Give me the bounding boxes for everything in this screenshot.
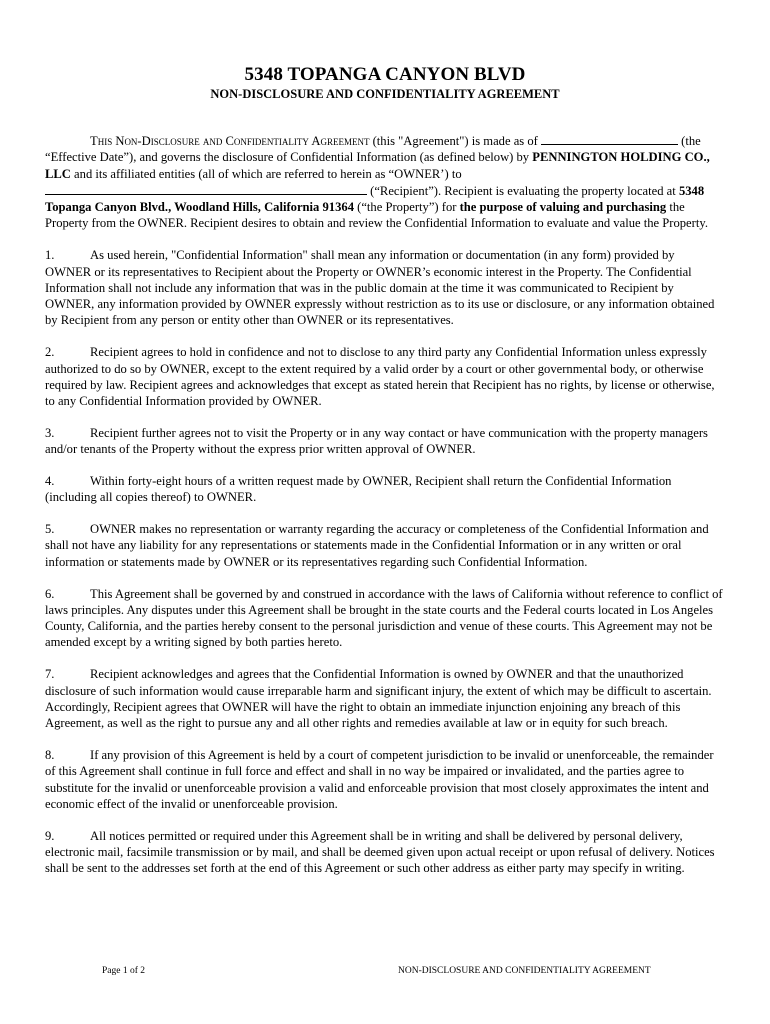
section-text: Within forty-eight hours of a written request made by OWNER, Recipient shall return the Confidential Information (including all copies thereof) to OWNER. bbox=[45, 474, 672, 505]
intro-text-5: (“the Property”) for bbox=[354, 200, 460, 215]
section-6 bbox=[45, 586, 723, 651]
section-number: 2. bbox=[45, 345, 55, 360]
section-text: OWNER makes no representation or warranty regarding the accuracy or completeness of the Confidential Information and shall not have any liability for any representations or statements made in the Confidential Information or in any written or oral information or statements made by OWNER or its representatives regarding such Confidential Information. bbox=[45, 522, 709, 569]
section-text: If any provision of this Agreement is held by a court of competent jurisdiction to be invalid or unenforceable, the remainder of this Agreement shall continue in full force and effect and shall in no way be impaired or invalidated, and the parties agree to substitute for the invalid or unenforceable provision a valid and enforceable provision that most closely approximates the intent and economic effect of the invalid or unenforceable provision. bbox=[45, 747, 714, 811]
section-number: 1. bbox=[45, 248, 55, 263]
footer-page-number: Page 1 of 2 bbox=[102, 966, 146, 976]
section-number: 9. bbox=[45, 828, 55, 843]
section-5 bbox=[45, 521, 723, 570]
purpose-text: the purpose of valuing and purchasing bbox=[459, 200, 667, 215]
effective-date-blank[interactable] bbox=[541, 132, 678, 145]
section-number: 5. bbox=[45, 522, 55, 537]
section-9 bbox=[45, 828, 723, 877]
section-text: This Agreement shall be governed by and construed in accordance with the laws of California without reference to conflict of laws principles. Any disputes under this Agreement shall be brought in the state courts and the Federal courts located in Los Angeles County, California, and the parties hereby consent to the personal jurisdiction and venue of these courts. This Agreement may not be amended except by a writing signed by both parties hereto. bbox=[45, 586, 723, 650]
intro-text-6: the Property from the OWNER. Recipient desires to obtain and review the Confidential Information to evaluate and value the Property. bbox=[45, 200, 708, 231]
section-text: As used herein, "Confidential Information" shall mean any information or documentation (in any form) provided by OWNER or its representatives to Recipient about the Property or OWNER’s economic interest in the Property. The Confidential Information shall not include any information that was in the public domain at the time it was communicated to Recipient by OWNER, any information provided by OWNER expressly without restriction as to its use or disclosure, or any information obtained by Recipient from any person or entity other than OWNER or its representatives. bbox=[45, 248, 715, 328]
section-number: 4. bbox=[45, 474, 55, 489]
section-text: Recipient agrees to hold in confidence and not to disclose to any third party any Confidential Information unless expressly authorized to do so by OWNER, except to the extent required by a valid order by a court or other governmental body, or otherwise required by law. Recipient agrees and acknowledges that except as stated herein that Recipient has no rights, by license or otherwise, to any Confidential Information provided by OWNER. bbox=[45, 345, 715, 409]
property-address: 5348 Topanga Canyon Blvd., Woodland Hills, California 91364 bbox=[45, 183, 705, 215]
page-subtitle: NON-DISCLOSURE AND CONFIDENTIALITY AGREEMENT bbox=[210, 87, 560, 101]
intro-text-1: (this "Agreement") is made as of bbox=[369, 134, 541, 148]
section-number: 8. bbox=[45, 747, 55, 762]
section-text: Recipient further agrees not to visit the Property or in any way contact or have communication with the property managers and/or tenants of the Property without the express prior written approval of OWNER. bbox=[45, 425, 708, 457]
section-2 bbox=[45, 344, 723, 409]
intro-paragraph bbox=[45, 132, 723, 232]
intro-text-2: (the “Effective Date”), and governs the disclosure of Confidential Information (as defined below) by bbox=[45, 134, 701, 165]
footer-doc-title: NON-DISCLOSURE AND CONFIDENTIALITY AGREEMENT bbox=[398, 966, 651, 976]
intro-text-4: (“Recipient”). Recipient is evaluating the property located at bbox=[367, 183, 679, 198]
section-text: Recipient acknowledges and agrees that the Confidential Information is owned by OWNER and that the unauthorized disclosure of such information would cause irreparable harm and significant injury, the extent of which may be difficult to ascertain. Accordingly, Recipient agrees that OWNER will have the right to obtain an immediate injunction enjoining any breach of this Agreement, as well as the right to pursue any and all other rights and remedies available at law or in equity for such breach. bbox=[45, 667, 712, 731]
agreement-body bbox=[45, 132, 723, 892]
section-number: 6. bbox=[45, 586, 55, 601]
section-8 bbox=[45, 747, 723, 812]
section-7 bbox=[45, 666, 723, 731]
recipient-name-blank[interactable] bbox=[45, 182, 367, 195]
section-number: 3. bbox=[45, 425, 55, 440]
owner-name: PENNINGTON HOLDING CO., LLC bbox=[45, 150, 710, 181]
intro-text-3: and its affiliated entities (all of which are referred to herein as “OWNER’) to bbox=[70, 166, 462, 181]
section-1 bbox=[45, 247, 723, 328]
section-text: All notices permitted or required under this Agreement shall be in writing and shall be delivered by personal delivery, electronic mail, facsimile transmission or by mail, and shall be deemed given upon actual receipt or upon refusal of delivery. Notices shall be sent to the addresses set forth at the end of this Agreement or such other address as either party may specify in writing. bbox=[45, 828, 715, 876]
section-3 bbox=[45, 425, 723, 458]
section-4 bbox=[45, 473, 723, 506]
section-number: 7. bbox=[45, 667, 55, 682]
intro-lead: This Non-Disclosure and Confidentiality Agreement bbox=[90, 134, 370, 148]
page-title: 5348 TOPANGA CANYON BLVD bbox=[244, 64, 526, 85]
